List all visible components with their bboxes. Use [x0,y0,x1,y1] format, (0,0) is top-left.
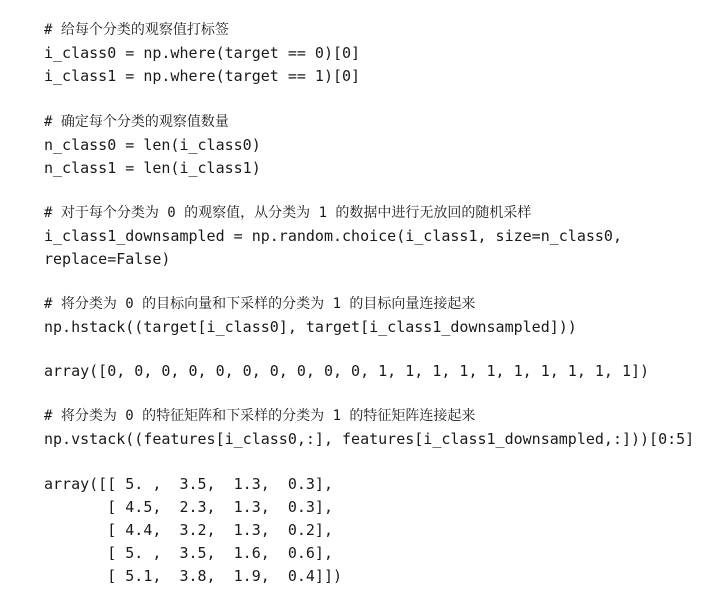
code-line-i-class0: i_class0 = np.where(target == 0)[0] [44,44,361,62]
code-line-n-class0: n_class0 = len(i_class0) [44,136,261,154]
code-line-hstack: np.hstack((target[i_class0], target[i_class1_downsampled])) [44,318,577,336]
output-target-array: array([0, 0, 0, 0, 0, 0, 0, 0, 0, 0, 1, 1, 1, 1, 1, 1, 1, 1, 1, 1]) [44,362,650,380]
code-line-n-class1: n_class1 = len(i_class1) [44,159,261,177]
code-line-i-class1: i_class1 = np.where(target == 1)[0] [44,67,361,85]
comment-join-target: # 将分类为 0 的目标向量和下采样的分类为 1 的目标向量连接起来 [44,296,476,312]
output-feature-row: [ 4.4, 3.2, 1.3, 0.2], [44,521,333,539]
output-feature-row: [ 5. , 3.5, 1.6, 0.6], [44,544,333,562]
comment-count-observations: # 确定每个分类的观察值数量 [44,114,229,130]
comment-random-sampling: # 对于每个分类为 0 的观察值，从分类为 1 的数据中进行无放回的随机采样 [44,205,532,221]
code-line-replace-false: replace=False) [44,250,171,268]
output-feature-row: [ 5.1, 3.8, 1.9, 0.4]]) [44,567,343,585]
comment-label-observations: # 给每个分类的观察值打标签 [44,22,229,38]
comment-join-features: # 将分类为 0 的特征矩阵和下采样的分类为 1 的特征矩阵连接起来 [44,408,476,424]
output-feature-row: [ 4.5, 2.3, 1.3, 0.3], [44,498,333,516]
code-line-vstack: np.vstack((features[i_class0,:], features[i_class1_downsampled,:]))[0:5] [44,430,695,448]
output-feature-row: array([[ 5. , 3.5, 1.3, 0.3], [44,475,333,493]
code-line-downsample: i_class1_downsampled = np.random.choice(i_class1, size=n_class0, [44,227,622,245]
